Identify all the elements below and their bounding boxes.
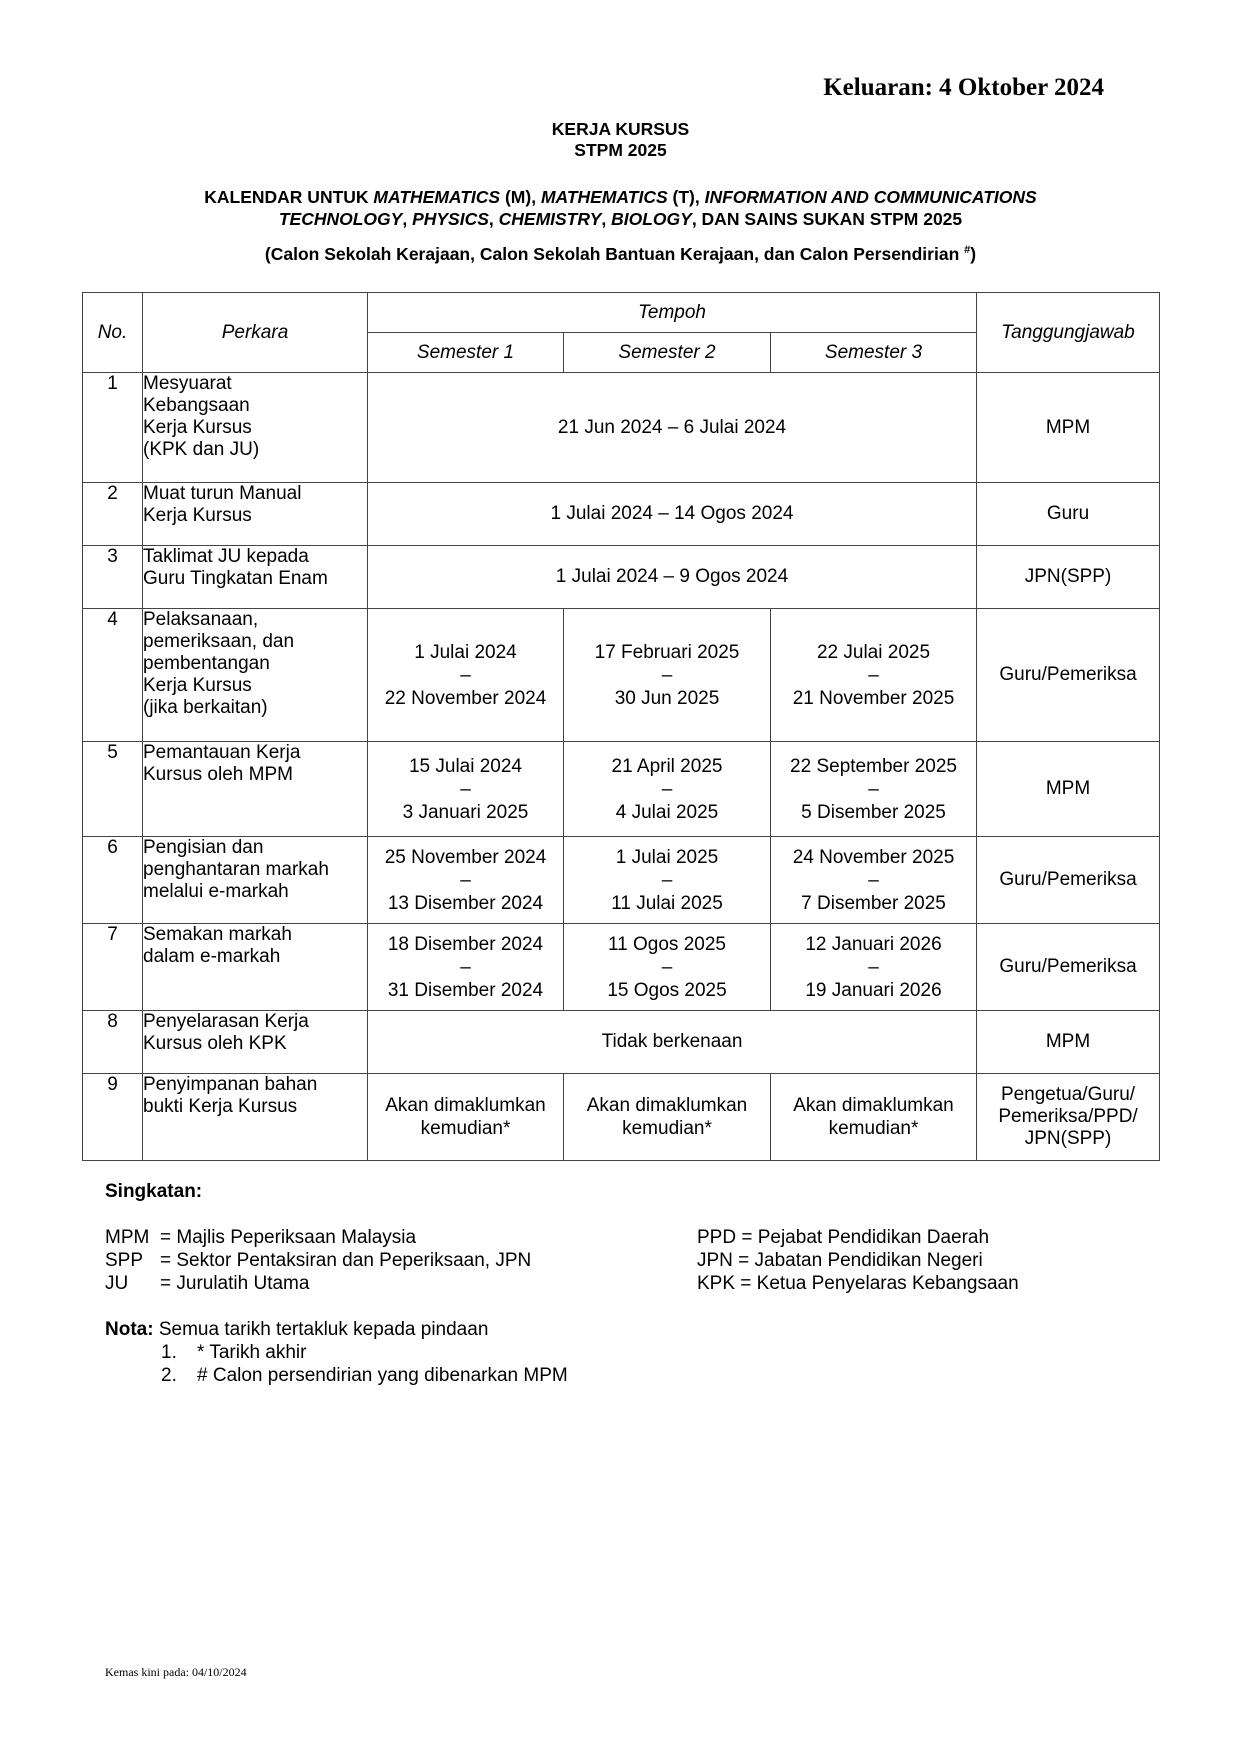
date-text: 1 Julai 2025 [615,846,719,868]
date-range [771,641,976,710]
row-responsibility: Guru/Pemeriksa [977,837,1160,924]
date-text: – [868,778,879,800]
row-number: 4 [83,609,143,742]
date-text: 5 Disember 2025 [801,801,946,823]
row-period-merged: 1 Julai 2024 – 14 Ogos 2024 [368,483,977,546]
row-period-merged: Tidak berkenaan [368,1011,977,1074]
date-text: 1 Julai 2024 [414,641,517,663]
table-row [83,1011,1160,1074]
row-period-semester-2 [564,837,771,924]
row-period-semester-1 [368,924,564,1011]
row-perkara: Mesyuarat Kebangsaan Kerja Kursus (KPK dan JU) [143,373,368,483]
header-perkara: Perkara [143,293,368,373]
abbreviation-value: = Majlis Peperiksaan Malaysia [160,1227,417,1248]
abbreviation-item: PPD = Pejabat Pendidikan Daerah [697,1227,990,1248]
date-text: 13 Disember 2024 [387,892,544,914]
notes [105,1318,568,1387]
date-text: 4 Julai 2025 [615,801,719,823]
header-semester-1: Semester 1 [368,333,564,373]
date-range [771,755,976,824]
date-text: 18 Disember 2024 [387,933,544,955]
abbreviation-value: = Sektor Pentaksiran dan Peperiksaan, JPN [160,1250,532,1271]
row-perkara: Taklimat JU kepada Guru Tingkatan Enam [143,546,368,609]
row-number: 7 [83,924,143,1011]
abbreviation-key: JU [105,1273,129,1294]
abbreviations-title: Singkatan: [105,1181,203,1202]
date-range [564,1094,770,1140]
header-no: No. [83,293,143,373]
date-range [564,755,770,824]
row-number: 1 [83,373,143,483]
row-number: 8 [83,1011,143,1074]
abbreviations-right [697,1226,1019,1295]
date-text: – [661,869,673,891]
title-line-1: KERJA KURSUS [551,119,690,139]
row-number: 5 [83,742,143,837]
title-line-2: STPM 2025 [574,140,667,160]
notes-text: Semua tarikh tertakluk kepada pindaan [153,1319,489,1340]
date-text: kemudian* [622,1118,712,1139]
date-text: 25 November 2024 [384,846,547,868]
row-responsibility: Guru/Pemeriksa [977,924,1160,1011]
date-range [368,755,563,824]
header-tanggungjawab: Tanggungjawab [977,293,1160,373]
note-text: * Tarikh akhir [197,1342,307,1363]
date-text: 3 Januari 2025 [402,801,529,823]
abbreviation-value: = Jurulatih Utama [160,1273,310,1294]
header-tempoh: Tempoh [368,293,977,333]
date-text: – [460,956,471,978]
date-range [368,933,563,1002]
subject-text: KALENDAR UNTUK [204,187,374,207]
row-number: 3 [83,546,143,609]
date-text: 17 Februari 2025 [594,641,740,663]
header-semester-2: Semester 2 [564,333,771,373]
subject-text: MATHEMATICS [540,187,668,207]
update-footer: Kemas kini pada: 04/10/2024 [105,1665,247,1679]
candidates-text: (Calon Sekolah Kerajaan, Calon Sekolah Bantuan Kerajaan, dan Calon Persendirian [264,244,965,264]
subject-text: , [402,209,413,229]
notes-label: Nota: [105,1319,154,1340]
abbreviation-item: KPK = Ketua Penyelaras Kebangsaan [697,1273,1019,1294]
date-range [368,1094,563,1140]
date-text: 30 Jun 2025 [614,687,720,709]
date-text: – [460,664,471,686]
date-text: kemudian* [420,1118,511,1139]
subject-text: (T), [667,187,705,207]
date-range [564,933,770,1002]
row-period-semester-3 [771,924,977,1011]
date-text: 15 Julai 2024 [408,755,523,777]
table-row [83,1074,1160,1161]
row-period-semester-1 [368,742,564,837]
date-range [368,641,563,710]
subject-title [0,186,1241,230]
date-range [771,846,976,915]
subject-text: INFORMATION AND COMMUNICATIONS [704,187,1037,207]
row-perkara: Penyelarasan Kerja Kursus oleh KPK [143,1011,368,1074]
subject-text: , [601,209,612,229]
calendar-table [82,292,1160,1161]
date-text: – [868,664,879,686]
date-text: – [661,956,673,978]
subject-text: CHEMISTRY [498,209,602,229]
row-perkara: Muat turun Manual Kerja Kursus [143,483,368,546]
row-perkara: Pelaksanaan, pemeriksaan, dan pembentangan Kerja Kursus (jika berkaitan) [143,609,368,742]
date-text: – [460,778,471,800]
date-text: – [661,778,673,800]
date-text: Akan dimaklumkan [586,1095,748,1116]
abbreviation-item [105,1226,531,1249]
row-responsibility: MPM [977,742,1160,837]
date-range [771,1094,976,1140]
note-number: 1. [161,1342,177,1363]
date-text: 22 November 2024 [384,687,547,709]
date-text: 11 Julai 2025 [611,892,723,914]
row-responsibility: Guru [977,483,1160,546]
date-range [368,846,563,915]
header-semester-3: Semester 3 [771,333,977,373]
date-text: – [868,956,879,978]
note-item [161,1341,568,1364]
abbreviation-item: JPN = Jabatan Pendidikan Negeri [697,1250,983,1271]
date-text: 7 Disember 2025 [801,892,946,914]
candidates-sup: # [964,244,971,257]
date-text: Akan dimaklumkan [385,1095,546,1116]
row-period-semester-3 [771,837,977,924]
row-number: 2 [83,483,143,546]
row-responsibility: MPM [977,1011,1160,1074]
subject-text: TECHNOLOGY [278,209,403,229]
row-number: 6 [83,837,143,924]
date-text: 22 September 2025 [790,755,957,777]
row-perkara: Penyimpanan bahan bukti Kerja Kursus [143,1074,368,1161]
date-text: – [661,664,673,686]
subject-text: , DAN SAINS SUKAN STPM 2025 [691,209,963,229]
table-row [83,483,1160,546]
date-range [564,846,770,915]
row-responsibility: JPN(SPP) [977,546,1160,609]
row-period-semester-2 [564,924,771,1011]
notes-list [161,1341,568,1387]
candidates-subtitle [0,244,1241,265]
date-text: – [868,869,879,891]
row-perkara: Semakan markah dalam e-markah [143,924,368,1011]
note-number: 2. [161,1365,177,1386]
subject-text: , [488,209,499,229]
row-perkara: Pengisian dan penghantaran markah melalui e-markah [143,837,368,924]
date-text: Akan dimaklumkan [793,1095,954,1116]
table-row [83,609,1160,742]
row-perkara: Pemantauan Kerja Kursus oleh MPM [143,742,368,837]
date-text: 21 April 2025 [611,755,723,777]
candidates-text-end: ) [970,244,977,264]
row-responsibility: Guru/Pemeriksa [977,609,1160,742]
row-period-semester-2 [564,609,771,742]
table-row [83,924,1160,1011]
subject-text: BIOLOGY [611,209,692,229]
date-text: 22 Julai 2025 [816,641,931,663]
row-period-semester-2 [564,1074,771,1161]
date-range [564,641,770,710]
date-text: – [460,869,471,891]
date-range [771,933,976,1002]
row-period-semester-1 [368,1074,564,1161]
table-row [83,373,1160,483]
date-text: 12 Januari 2026 [805,933,942,955]
row-responsibility: Pengetua/Guru/ Pemeriksa/PPD/ JPN(SPP) [977,1074,1160,1161]
row-period-merged: 21 Jun 2024 – 6 Julai 2024 [368,373,977,483]
row-period-semester-3 [771,609,977,742]
abbreviations [105,1180,531,1295]
row-period-semester-2 [564,742,771,837]
abbreviation-key: SPP [105,1250,144,1271]
row-responsibility: MPM [977,373,1160,483]
row-period-semester-3 [771,1074,977,1161]
date-text: 21 November 2025 [792,687,955,709]
row-period-semester-3 [771,742,977,837]
date-text: 31 Disember 2024 [387,979,544,1001]
date-text: 24 November 2025 [792,846,955,868]
abbreviation-key: MPM [105,1227,150,1248]
row-period-semester-1 [368,837,564,924]
date-text: kemudian* [828,1118,919,1139]
note-text: # Calon persendirian yang dibenarkan MPM [197,1365,568,1386]
abbreviation-item [105,1249,531,1272]
note-item [161,1364,568,1387]
date-text: 11 Ogos 2025 [608,933,726,955]
abbreviation-item [105,1272,531,1295]
row-period-merged: 1 Julai 2024 – 9 Ogos 2024 [368,546,977,609]
table-row [83,837,1160,924]
subject-text: PHYSICS [412,209,489,229]
date-text: 19 Januari 2026 [805,979,942,1001]
document-title [0,119,1241,161]
row-number: 9 [83,1074,143,1161]
table-row [83,742,1160,837]
date-text: 15 Ogos 2025 [607,979,727,1001]
subject-text: MATHEMATICS [373,187,501,207]
table-row [83,546,1160,609]
row-period-semester-1 [368,609,564,742]
subject-text: (M), [500,187,541,207]
release-date: Keluaran: 4 Oktober 2024 [823,74,1104,101]
